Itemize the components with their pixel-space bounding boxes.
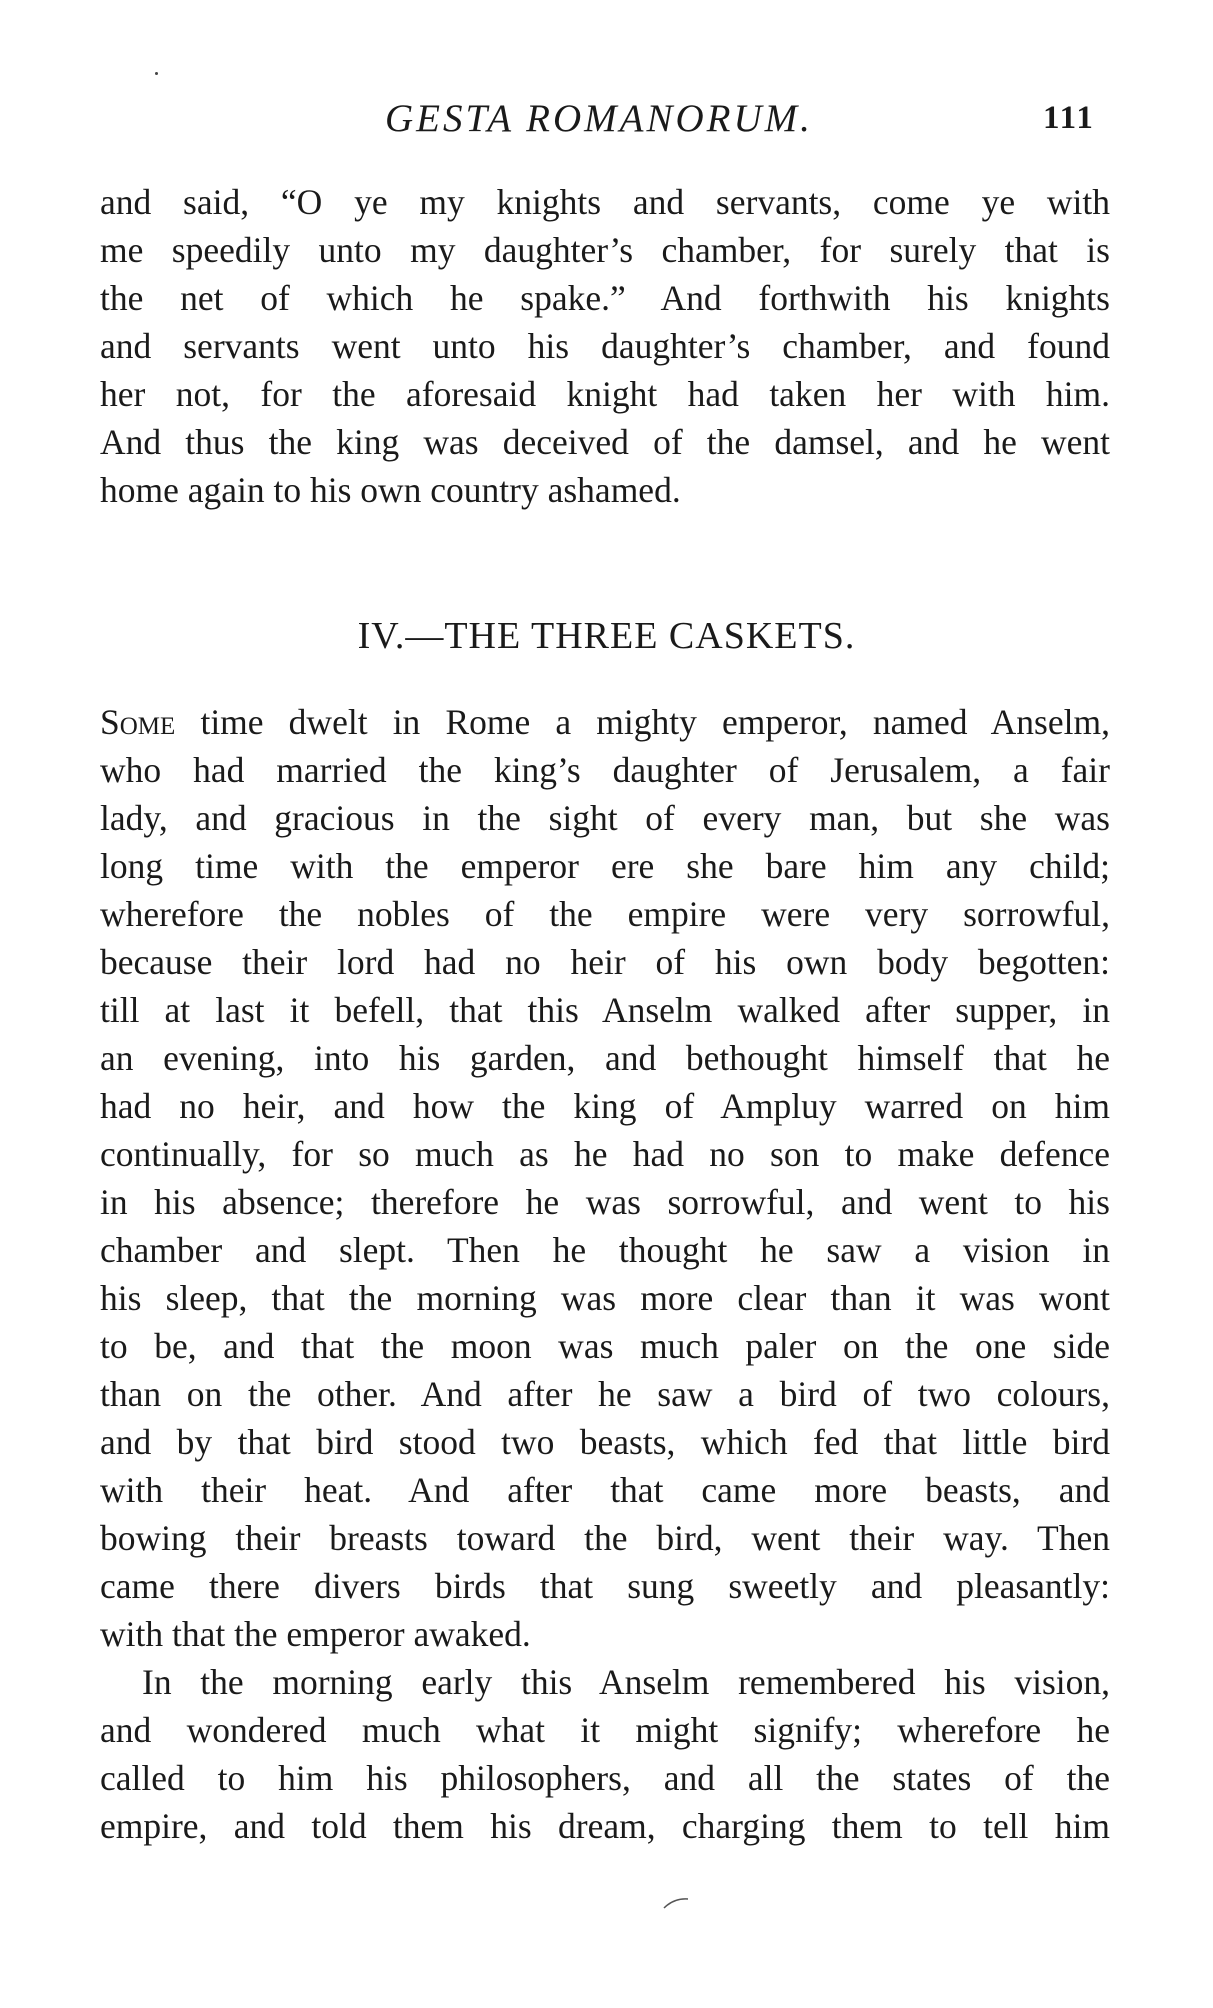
text-line: because their lord had no heir of his own body begotten:: [100, 942, 1110, 982]
text-line: me speedily unto my daughter’s chamber, for surely that is: [100, 230, 1110, 270]
section-heading: IV.—THE THREE CASKETS.: [357, 615, 856, 657]
page-number: 111: [1043, 100, 1095, 136]
text-line: till at last it befell, that this Anselm walked after supper, in: [100, 990, 1110, 1030]
text-line: called to him his philosophers, and all the states of the: [100, 1758, 1110, 1798]
text-line: came there divers birds that sung sweetly and pleasantly:: [100, 1566, 1110, 1606]
text-line: and wondered much what it might signify; wherefore he: [100, 1710, 1110, 1750]
text-line: her not, for the aforesaid knight had taken her with him.: [100, 374, 1110, 414]
running-head: [0, 96, 1213, 146]
signature-mark: [662, 1896, 690, 1910]
ink-speck: [155, 72, 158, 75]
running-title: GESTA ROMANORUM.: [385, 97, 813, 140]
text-line: And thus the king was deceived of the damsel, and he went: [100, 422, 1110, 462]
text-line: continually, for so much as he had no son to make defence: [100, 1134, 1110, 1174]
text-line: and servants went unto his daughter’s chamber, and found: [100, 326, 1110, 366]
opening-small-caps: Some: [100, 702, 176, 742]
text-line: home again to his own country ashamed.: [100, 470, 681, 510]
text-line: lady, and gracious in the sight of every man, but she was: [100, 798, 1110, 838]
text-line: the net of which he spake.” And forthwith his knights: [100, 278, 1110, 318]
text-line: chamber and slept. Then he thought he saw a vision in: [100, 1230, 1110, 1270]
text-line: long time with the emperor ere she bare him any child;: [100, 846, 1110, 886]
text-line: and said, “O ye my knights and servants, come ye with: [100, 182, 1110, 222]
text-line: who had married the king’s daughter of Jerusalem, a fair: [100, 750, 1110, 790]
text-line: in his absence; therefore he was sorrowful, and went to his: [100, 1182, 1110, 1222]
text-line: In the morning early this Anselm remembered his vision,: [142, 1662, 1110, 1702]
text-line: with that the emperor awaked.: [100, 1614, 531, 1654]
text-line: an evening, into his garden, and bethought himself that he: [100, 1038, 1110, 1078]
text-line: with their heat. And after that came more beasts, and: [100, 1470, 1110, 1510]
text-line: and by that bird stood two beasts, which fed that little bird: [100, 1422, 1110, 1462]
text-line: wherefore the nobles of the empire were very sorrowful,: [100, 894, 1110, 934]
text-line: his sleep, that the morning was more clear than it was wont: [100, 1278, 1110, 1318]
text-line-rest: time dwelt in Rome a mighty emperor, named Anselm,: [175, 702, 1110, 742]
text-line: to be, and that the moon was much paler on the one side: [100, 1326, 1110, 1366]
text-line: bowing their breasts toward the bird, went their way. Then: [100, 1518, 1110, 1558]
text-line: empire, and told them his dream, charging them to tell him: [100, 1806, 1110, 1846]
text-line: [100, 698, 1110, 746]
text-line: than on the other. And after he saw a bird of two colours,: [100, 1374, 1110, 1414]
text-line: had no heir, and how the king of Ampluy warred on him: [100, 1086, 1110, 1126]
